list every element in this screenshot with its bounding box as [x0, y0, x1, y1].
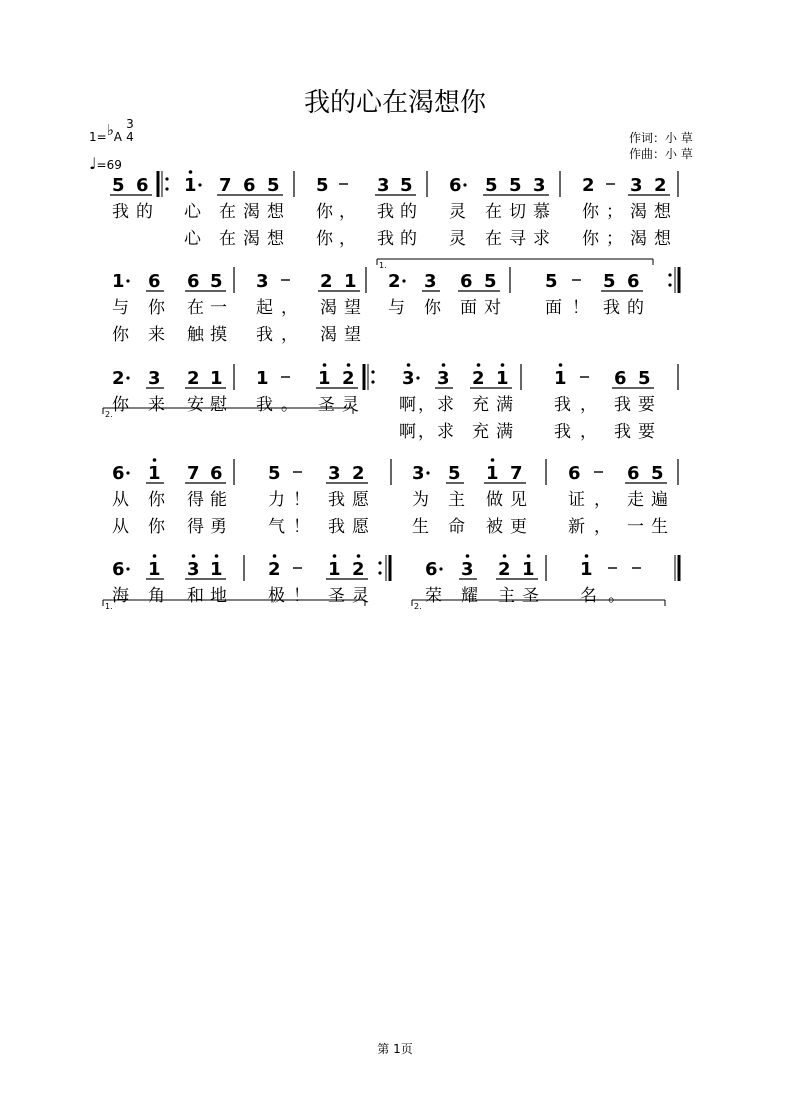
lyric-char: 寻 [509, 229, 526, 249]
lyric-char: 满 [496, 395, 513, 415]
lyric-char: 我 [256, 395, 273, 415]
lyric-char: 做 [486, 490, 503, 510]
lyric-char: 。 [608, 586, 625, 606]
note: 3 [412, 463, 425, 484]
lyric-char: 对 [484, 298, 501, 318]
lyric-char: ， [580, 422, 597, 442]
lyric-char: 被 [486, 517, 503, 537]
lyric-char: 面 [545, 298, 562, 318]
lyric-char: ， [281, 325, 298, 345]
lyric-char: 生 [412, 517, 429, 537]
lyric-char: ， [580, 395, 597, 415]
octave-dot [273, 554, 277, 558]
lyric-char: 触 [187, 325, 204, 345]
lyric-char: 起 [256, 298, 273, 318]
lyric-char: ！ [293, 490, 310, 510]
note: 6 [210, 463, 223, 484]
note: 5 [267, 175, 280, 196]
note: 5 [485, 175, 498, 196]
flat-icon: ♭ [106, 121, 114, 139]
repeat-dot [165, 177, 168, 180]
lyric-char: 见 [510, 490, 527, 510]
song-title: 我的心在渴想你 [303, 88, 486, 118]
lyric-char: 我 [614, 422, 631, 442]
lyric-char: 你 [112, 325, 129, 345]
lyric-char: 来 [148, 395, 165, 415]
lyric-char: 充 [472, 395, 489, 415]
note: 6 [243, 175, 256, 196]
lyric-char: 渴 [630, 229, 647, 249]
lyric-char: 摸 [210, 325, 227, 345]
note: 2 [187, 368, 200, 389]
note: 1 [184, 175, 197, 196]
note: 3 [187, 559, 200, 580]
note: 1 [210, 368, 223, 389]
lyric-char: 海 [112, 586, 129, 606]
music-credit: 作曲：小 草 [629, 147, 693, 161]
lyric-char: 命 [448, 517, 465, 537]
lyric-char: 遍 [651, 490, 668, 510]
note: 3 [424, 271, 437, 292]
lyric-char: ， [281, 298, 298, 318]
note: 3 [437, 368, 450, 389]
note: 1 [496, 368, 509, 389]
lyric-char: ， [418, 395, 435, 415]
lyric-char: 愿 [352, 517, 369, 537]
octave-dot [501, 363, 505, 367]
lyric-char: 荣 [425, 586, 442, 606]
lyric-char: 与 [388, 298, 405, 318]
note: 6 [627, 271, 640, 292]
quarter-note-icon: ♩ [89, 154, 97, 173]
octave-dot [407, 363, 411, 367]
duration-dot [126, 471, 129, 474]
lyric-char: 力 [268, 490, 285, 510]
lyric-char: ， [339, 202, 356, 222]
lyric-char: ， [594, 517, 611, 537]
volta-number: 2. [105, 410, 113, 419]
note: 6 [136, 175, 149, 196]
time-bottom: 4 [126, 130, 134, 144]
lyric-char: 你 [316, 202, 333, 222]
duration-dot [126, 376, 129, 379]
lyric-char: 灵 [449, 229, 466, 249]
octave-dot [153, 458, 157, 462]
note: 2 [498, 559, 511, 580]
lyric-char: 心 [184, 202, 201, 222]
note: 5 [210, 271, 223, 292]
note: 7 [219, 175, 232, 196]
lyric-char: 的 [627, 298, 644, 318]
lyric-char: 啊 [399, 395, 416, 415]
note: 2 [582, 175, 595, 196]
octave-dot [503, 554, 507, 558]
lyric-char: 求 [533, 229, 550, 249]
lyric-char: 望 [344, 325, 361, 345]
lyric-char: 新 [568, 517, 585, 537]
lyric-char: 要 [638, 422, 655, 442]
lyric-char: ； [606, 202, 623, 222]
lyric-char: 渴 [320, 325, 337, 345]
lyric-char: 我 [603, 298, 620, 318]
note: 1 [554, 368, 567, 389]
lyric-char: 圣 [328, 586, 345, 606]
lyric-char: 能 [210, 490, 227, 510]
lyric-char: 得 [187, 517, 204, 537]
tempo-value: =69 [96, 158, 122, 172]
lyrics-credit: 作词：小 草 [629, 131, 693, 145]
note: 6 [148, 271, 161, 292]
lyric-char: 灵 [449, 202, 466, 222]
lyric-char: 名 [580, 586, 597, 606]
note: 1 [112, 271, 125, 292]
note: 7 [187, 463, 200, 484]
duration-dot [126, 567, 129, 570]
lyric-char: 渴 [320, 298, 337, 318]
note: 5 [112, 175, 125, 196]
repeat-dot [378, 561, 381, 564]
note: 5 [268, 463, 281, 484]
lyric-char: 在 [219, 202, 236, 222]
volta-number: 1. [105, 602, 113, 611]
lyric-char: 我 [614, 395, 631, 415]
note: 6 [112, 463, 125, 484]
octave-dot [442, 363, 446, 367]
note: 2 [472, 368, 485, 389]
key-prefix: 1= [89, 130, 107, 144]
octave-dot [466, 554, 470, 558]
duration-dot [402, 279, 405, 282]
lyric-char: 慰 [210, 395, 227, 415]
lyric-char: 角 [148, 586, 165, 606]
note: 5 [448, 463, 461, 484]
lyric-char: 你 [316, 229, 333, 249]
note: 1 [148, 559, 161, 580]
lyric-char: 主 [498, 586, 515, 606]
lyric-char: 来 [148, 325, 165, 345]
lyric-char: 想 [267, 202, 284, 222]
note: 3 [402, 368, 415, 389]
lyric-char: 你 [148, 490, 165, 510]
lyric-char: 渴 [243, 202, 260, 222]
repeat-dot [378, 571, 381, 574]
octave-dot [192, 554, 196, 558]
score-row [112, 363, 678, 442]
lyric-char: 圣 [318, 395, 335, 415]
lyric-char: 求 [437, 422, 454, 442]
lyric-char: 证 [568, 490, 585, 510]
lyric-char: ！ [572, 298, 589, 318]
lyric-char: 心 [184, 229, 201, 249]
lyric-char: 耀 [461, 586, 478, 606]
lyric-char: 更 [510, 517, 527, 537]
lyric-char: 一 [627, 517, 644, 537]
lyric-char: 你 [582, 202, 599, 222]
key-note: A [113, 130, 122, 144]
note: 5 [638, 368, 651, 389]
lyric-char: 的 [400, 202, 417, 222]
octave-dot [333, 554, 337, 558]
note: 1 [328, 559, 341, 580]
lyric-char: 想 [654, 202, 671, 222]
lyric-char: 渴 [630, 202, 647, 222]
note: 2 [388, 271, 401, 292]
octave-dot [527, 554, 531, 558]
lyric-char: 地 [210, 586, 227, 606]
lyric-char: 我 [377, 229, 394, 249]
note: 5 [545, 271, 558, 292]
note: 6 [460, 271, 473, 292]
note: 3 [461, 559, 474, 580]
octave-dot [477, 363, 481, 367]
lyric-char: 的 [136, 202, 153, 222]
lyric-char: 求 [437, 395, 454, 415]
lyric-char: 圣 [522, 586, 539, 606]
lyric-char: 想 [267, 229, 284, 249]
note: 1 [522, 559, 535, 580]
repeat-dot [371, 370, 374, 373]
lyric-char: 我 [554, 395, 571, 415]
lyric-char: 在 [485, 202, 502, 222]
lyric-char: 啊 [399, 422, 416, 442]
note: 3 [256, 271, 269, 292]
lyric-char: 灵 [352, 586, 369, 606]
note: 6 [425, 559, 438, 580]
duration-dot [463, 183, 466, 186]
lyric-char: 灵 [342, 395, 359, 415]
octave-dot [559, 363, 563, 367]
lyric-char: ， [339, 229, 356, 249]
lyric-char: 你 [582, 229, 599, 249]
note: 1 [344, 271, 357, 292]
note: 6 [449, 175, 462, 196]
lyric-char: 我 [328, 517, 345, 537]
lyric-char: 要 [638, 395, 655, 415]
page-number: 第 1页 [377, 1042, 413, 1056]
time-top: 3 [126, 117, 134, 131]
note: 1 [256, 368, 269, 389]
duration-dot [439, 567, 442, 570]
note: 3 [630, 175, 643, 196]
duration-dot [126, 279, 129, 282]
lyric-char: 面 [460, 298, 477, 318]
lyric-char: ； [606, 229, 623, 249]
duration-dot [426, 471, 429, 474]
lyric-char: 在 [187, 298, 204, 318]
note: 7 [510, 463, 523, 484]
octave-dot [585, 554, 589, 558]
note: 6 [568, 463, 581, 484]
lyric-char: 想 [654, 229, 671, 249]
lyric-char: 从 [112, 517, 129, 537]
lyric-char: 得 [187, 490, 204, 510]
octave-dot [323, 363, 327, 367]
lyric-char: ， [594, 490, 611, 510]
note: 6 [187, 271, 200, 292]
note: 3 [377, 175, 390, 196]
lyric-char: 切 [509, 202, 526, 222]
lyric-char: 我 [112, 202, 129, 222]
lyric-char: 我 [377, 202, 394, 222]
lyric-char: 在 [219, 229, 236, 249]
volta-number: 2. [414, 602, 422, 611]
note: 6 [614, 368, 627, 389]
lyric-char: 从 [112, 490, 129, 510]
note: 2 [342, 368, 355, 389]
note: 5 [400, 175, 413, 196]
repeat-dot [668, 273, 671, 276]
lyric-char: 气 [268, 517, 285, 537]
note: 5 [316, 175, 329, 196]
repeat-dot [668, 283, 671, 286]
duration-dot [416, 376, 419, 379]
lyric-char: 与 [112, 298, 129, 318]
note: 3 [148, 368, 161, 389]
lyric-char: 充 [472, 422, 489, 442]
lyric-char: 慕 [533, 202, 550, 222]
note: 5 [651, 463, 664, 484]
lyric-char: ， [418, 422, 435, 442]
lyric-char: 你 [148, 517, 165, 537]
note: 1 [486, 463, 499, 484]
lyric-char: 在 [485, 229, 502, 249]
lyric-char: 。 [281, 395, 298, 415]
note: 5 [484, 271, 497, 292]
note: 3 [328, 463, 341, 484]
octave-dot [347, 363, 351, 367]
lyric-char: ！ [293, 517, 310, 537]
lyric-char: 满 [496, 422, 513, 442]
volta-number: 1. [379, 261, 387, 270]
note: 2 [112, 368, 125, 389]
octave-dot [357, 554, 361, 558]
note: 6 [627, 463, 640, 484]
note: 1 [318, 368, 331, 389]
lyric-char: 一 [210, 298, 227, 318]
lyric-char: 为 [412, 490, 429, 510]
octave-dot [215, 554, 219, 558]
lyric-char: 渴 [243, 229, 260, 249]
note: 3 [533, 175, 546, 196]
lyric-char: 你 [424, 298, 441, 318]
lyric-char: 我 [256, 325, 273, 345]
note: 1 [580, 559, 593, 580]
octave-dot [153, 554, 157, 558]
lyric-char: 愿 [352, 490, 369, 510]
lyric-char: 走 [627, 490, 644, 510]
note: 6 [112, 559, 125, 580]
repeat-dot [371, 380, 374, 383]
score-row [110, 170, 678, 270]
note: 1 [210, 559, 223, 580]
note: 5 [509, 175, 522, 196]
lyric-char: 你 [148, 298, 165, 318]
lyric-char: 你 [112, 395, 129, 415]
repeat-dot [165, 187, 168, 190]
lyric-char: 的 [400, 229, 417, 249]
note: 2 [654, 175, 667, 196]
octave-dot [491, 458, 495, 462]
lyric-char: 望 [344, 298, 361, 318]
note: 5 [603, 271, 616, 292]
note: 2 [320, 271, 333, 292]
lyric-char: ！ [293, 586, 310, 606]
lyric-char: 勇 [210, 517, 227, 537]
lyric-char: 安 [187, 395, 204, 415]
lyric-char: 我 [328, 490, 345, 510]
lyric-char: 和 [187, 586, 204, 606]
note: 2 [352, 559, 365, 580]
note: 1 [148, 463, 161, 484]
lyric-char: 我 [554, 422, 571, 442]
lyric-char: 极 [268, 586, 285, 606]
lyric-char: 生 [651, 517, 668, 537]
octave-dot [189, 170, 193, 174]
score-row [112, 554, 679, 606]
note: 2 [268, 559, 281, 580]
note: 2 [352, 463, 365, 484]
duration-dot [198, 183, 201, 186]
lyric-char: 主 [448, 490, 465, 510]
